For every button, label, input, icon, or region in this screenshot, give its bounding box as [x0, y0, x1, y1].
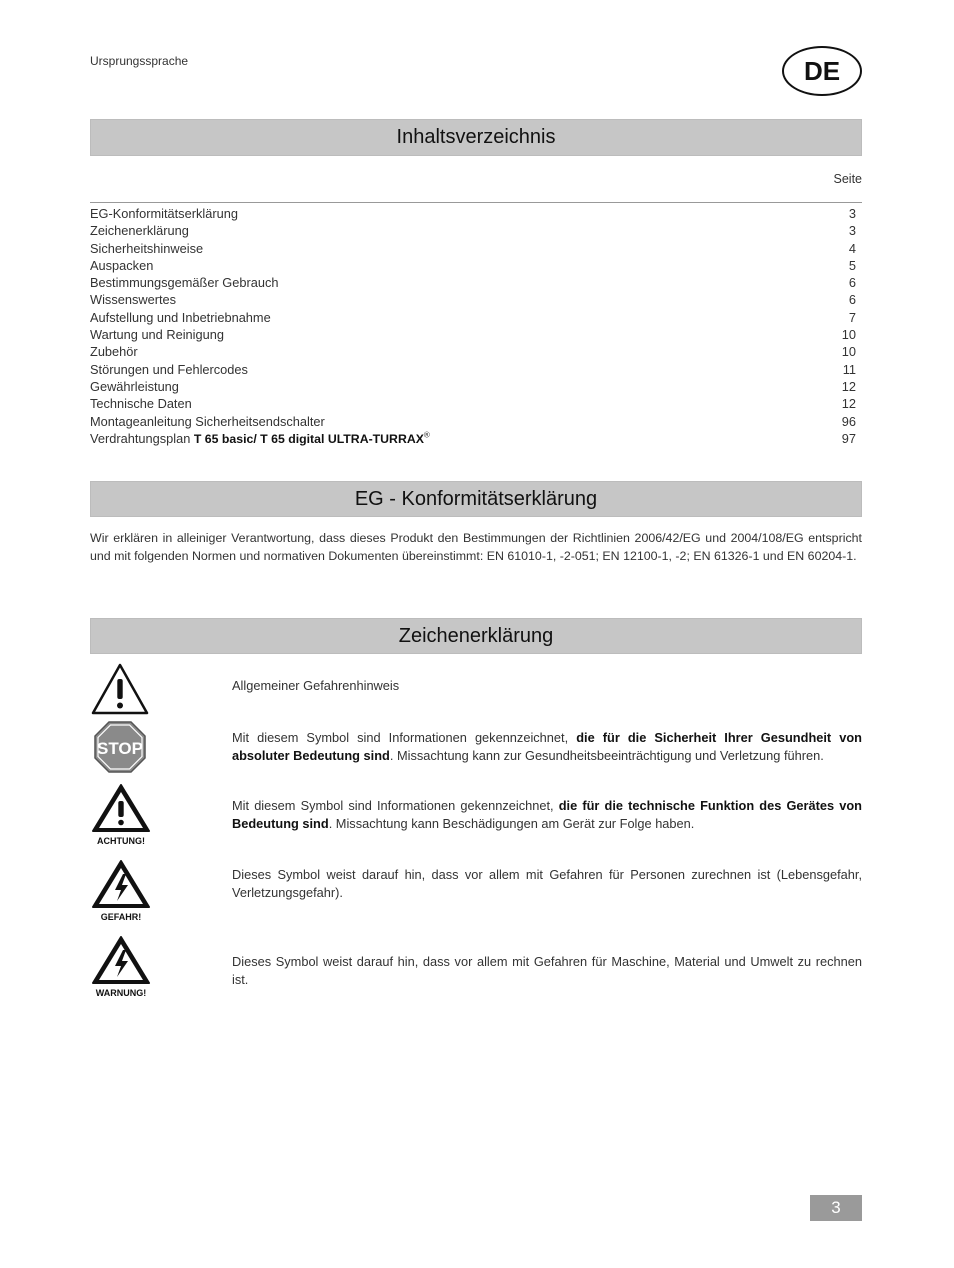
- toc-entry-page: 12: [841, 396, 856, 412]
- toc-entry-page: 6: [848, 275, 856, 291]
- toc-entry-label: Gewährleistung: [90, 378, 179, 394]
- page-number: 3: [810, 1195, 862, 1221]
- toc-entry[interactable]: [90, 326, 856, 343]
- toc-entry-label-bold: T 65 basic/ T 65 digital ULTRA-TURRAX: [193, 431, 424, 446]
- toc-entry-label: Auspacken: [90, 257, 154, 273]
- toc-entry-label: EG-Konformitätserklärung: [90, 206, 238, 221]
- toc-entry[interactable]: [90, 413, 856, 430]
- symbol-description: Mit diesem Symbol sind Informationen gekennzeichnet, die für die Sicherheit Ihrer Gesundheit von absoluter Bedeutung sind. Missachtung kann zur Gesundheitsbeeinträchtigung und Verletzung führen.: [232, 730, 862, 763]
- toc-entry-label: Wartung und Reinigung: [90, 327, 224, 343]
- toc-entry-page: 3: [848, 206, 856, 221]
- toc-entry-page: 10: [841, 327, 856, 343]
- stop-sign-icon: [90, 720, 152, 779]
- toc-divider: [90, 202, 862, 203]
- toc-entry-label: Montageanleitung Sicherheitsendschalter: [90, 413, 325, 429]
- toc-entry-label: Bestimmungsgemäßer Gebrauch: [90, 275, 279, 291]
- toc-entry[interactable]: [90, 274, 856, 291]
- toc-entry[interactable]: [90, 309, 856, 326]
- toc-entry-label: [90, 430, 430, 447]
- registered-mark: ®: [423, 430, 430, 440]
- toc-entry-label: Sicherheitshinweise: [90, 240, 204, 256]
- caution-warning-icon: [90, 783, 152, 846]
- symbol-description: Dieses Symbol weist darauf hin, dass vor allem mit Gefahren für Personen zurechnen ist (Lebensgefahr, Verletzungsgefahr).: [232, 867, 862, 900]
- toc-entry-page: 12: [841, 378, 856, 394]
- toc-entry-label-plain: Verdrahtungsplan: [90, 430, 194, 446]
- symbol-description: Allgemeiner Gefahrenhinweis: [232, 678, 400, 693]
- declaration-heading: EG - Konformitätserklärung: [90, 481, 862, 517]
- toc-entry-label: Technische Daten: [90, 396, 192, 412]
- toc-entry-page: 3: [848, 223, 856, 239]
- declaration-text: Wir erklären in alleiniger Verantwortung, dass dieses Produkt den Bestimmungen der Richtlinien 2006/42/EG und 2004/108/EG entspricht und mit folgenden Normen und normativen Dokumenten übereinstimmt: EN 61010-1, -2-051; EN 12100-1, -2; EN 61326-1 und EN 60204-1.: [90, 531, 862, 563]
- toc-entry-label: Störungen und Fehlercodes: [90, 361, 248, 377]
- toc-entry-label: Wissenswertes: [90, 292, 177, 308]
- toc-entry[interactable]: [90, 361, 856, 378]
- toc-entry[interactable]: [90, 222, 856, 239]
- toc-heading: Inhaltsverzeichnis: [90, 119, 862, 156]
- toc-entry-page: 10: [841, 344, 856, 360]
- toc-entry-label: Aufstellung und Inbetriebnahme: [90, 309, 271, 325]
- toc-entry-page: 11: [842, 361, 856, 377]
- toc-entry-page: 97: [841, 430, 856, 446]
- toc-entry-page: 5: [848, 257, 856, 273]
- high-voltage-warning-icon: [90, 935, 152, 998]
- general-warning-icon: [90, 662, 152, 721]
- toc-entry[interactable]: [90, 291, 856, 308]
- toc-entry[interactable]: [90, 430, 856, 447]
- page-column-label: Seite: [833, 172, 862, 186]
- toc-entry-label: Zeichenerklärung: [90, 223, 189, 239]
- svg-text:STOP: STOP: [97, 739, 143, 758]
- caution-caption: ACHTUNG!: [97, 836, 145, 846]
- warning-caption: WARNUNG!: [95, 988, 147, 998]
- high-voltage-danger-icon: [90, 859, 152, 922]
- toc-entry[interactable]: [90, 205, 856, 222]
- toc-entry[interactable]: [90, 378, 856, 395]
- toc-entry[interactable]: [90, 343, 856, 360]
- toc-entry-page: 6: [848, 292, 856, 308]
- symbols-heading: Zeichenerklärung: [90, 618, 862, 654]
- toc-entry-page: 96: [841, 413, 856, 429]
- toc-entry[interactable]: [90, 395, 856, 412]
- toc-entry-page: 7: [848, 309, 856, 325]
- language-badge: DE: [782, 46, 862, 96]
- danger-caption: GEFAHR!: [100, 912, 142, 922]
- toc-entry[interactable]: [90, 257, 856, 274]
- original-language-label: Ursprungssprache: [90, 54, 189, 68]
- toc-entry-page: 4: [848, 240, 856, 256]
- symbol-description: Dieses Symbol weist darauf hin, dass vor allem mit Gefahren für Maschine, Material und Umwelt zu rechnen ist.: [232, 954, 862, 987]
- toc-list: [90, 205, 856, 447]
- toc-entry-label: Zubehör: [90, 344, 138, 360]
- symbol-description: Mit diesem Symbol sind Informationen gekennzeichnet, die für die technische Funktion des Gerätes von Bedeutung sind. Missachtung kann Beschädigungen am Gerät zur Folge haben.: [232, 798, 862, 831]
- toc-entry[interactable]: [90, 240, 856, 257]
